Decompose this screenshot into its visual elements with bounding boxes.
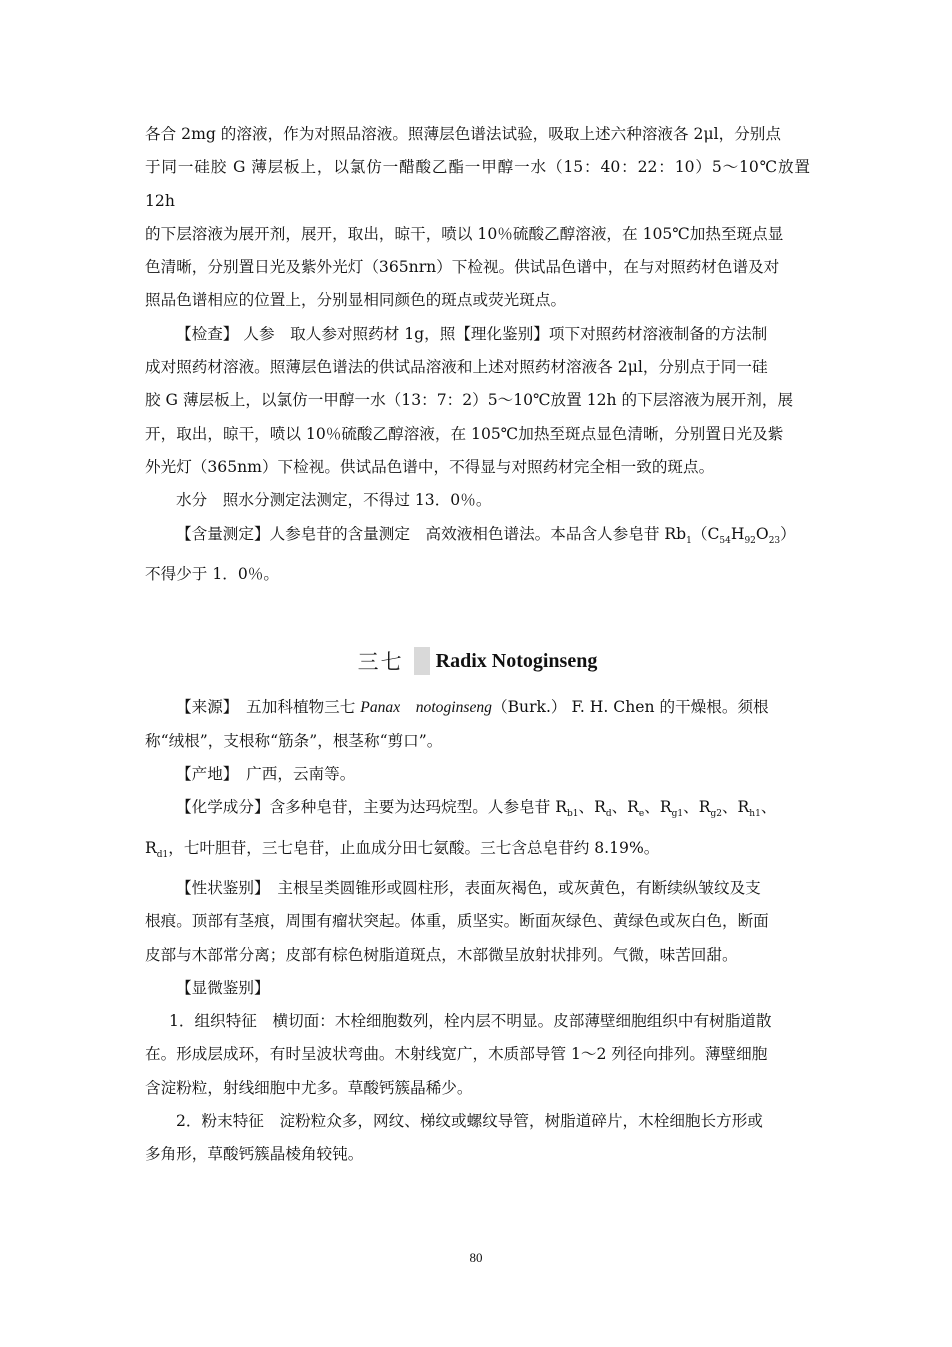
text-line: 根痕。顶部有茎痕，周围有瘤状突起。体重，质坚实。断面灰绿色、黄绿色或灰白色，断面 <box>145 912 769 931</box>
title-chinese: 三七 <box>357 650 404 675</box>
section-heading: 【检查】 <box>176 324 239 343</box>
laiyuan-section <box>145 691 810 724</box>
subscript: e <box>638 809 645 820</box>
document-body <box>145 118 810 1172</box>
text-line: 于同一硅胶 G 薄层板上，以氯仿一醋酸乙酯一甲醇一水（15：40：22：10）5～10℃放置 12h <box>145 158 810 210</box>
subscript: 54 <box>719 535 731 546</box>
text-line: 不得少于 1．0％。 <box>145 564 279 583</box>
text-line: 开，取出，晾干，喷以 10％硫酸乙醇溶液，在 105℃加热至斑点显色清晰，分别置日光及紫 <box>145 424 784 443</box>
subscript: h1 <box>749 809 761 820</box>
text-span: （C <box>691 524 720 543</box>
text-line: 各合 2mg 的溶液，作为对照品溶液。照薄层色谱法试验，吸取上述六种溶液各 2μl，分别点 <box>145 125 781 143</box>
section-heading: 【性状鉴别】 <box>176 878 262 897</box>
text-span: 、R <box>611 798 639 817</box>
text-span: 、R <box>721 798 750 817</box>
text-span: 人参 取人参对照药材 1g，照【理化鉴别】项下对照药材溶液制备的方法制 <box>238 324 768 343</box>
subscript: 92 <box>744 535 756 546</box>
text-span: 人参皂苷的含量测定 高效液相色谱法。本品含人参皂苷 Rb <box>269 524 687 543</box>
section-heading: 【含量测定】 <box>176 524 270 543</box>
text-span: 、R <box>644 798 672 817</box>
text-line: 的下层溶液为展开剂，展开，取出，晾干，喷以 10％硫酸乙醇溶液，在 105℃加热至斑点显 <box>145 224 784 243</box>
text-line: 胶 G 薄层板上，以氯仿一甲醇一水（13：7：2）5～10℃放置 12h 的下层溶液为展开剂，展 <box>145 391 794 410</box>
section-heading: 【化学成分】 <box>176 798 270 817</box>
text-span: （Burk.） F. H. Chen 的干燥根。须根 <box>491 698 769 717</box>
latin-name: Panax notoginseng <box>360 699 492 717</box>
text-line: 外光灯（365nm）下检视。供试品色谱中，不得显与对照药材完全相一致的斑点。 <box>145 457 715 476</box>
subscript: d <box>605 809 612 820</box>
microscopy-item-1: 1．组织特征 横切面：木栓细胞数列，栓内层不明显。皮部薄壁细胞组织中有树脂道散 <box>169 1012 772 1031</box>
text-span: 、R <box>683 798 711 817</box>
text-line: 在。形成层成环，有时呈波状弯曲。木射线宽广，木质部导管 1～2 列径向排列。薄壁细胞 <box>145 1045 768 1064</box>
subscript: 1 <box>686 535 692 546</box>
jiancha-section <box>145 318 810 351</box>
text-span: 五加科植物三七 <box>230 698 361 717</box>
title-separator <box>414 647 430 675</box>
subscript: 23 <box>768 535 781 546</box>
text-line: 称“绒根”，支根称“筋条”，根茎称“剪口”。 <box>145 731 443 750</box>
subscript: g1 <box>671 809 684 820</box>
text-line: 色清晰，分别置日光及紫外光灯（365nrn）下检视。供试品色谱中，在与对照药材色谱及对 <box>145 258 780 277</box>
text-span: O <box>755 524 769 543</box>
text-span: ） <box>780 524 796 543</box>
subscript: b1 <box>566 809 579 820</box>
huaxue-section <box>145 791 810 831</box>
text-span: 、R <box>578 798 606 817</box>
text-line: 成对照药材溶液。照薄层色谱法的供试品溶液和上述对照药材溶液各 2μl，分别点于同一硅 <box>145 358 768 377</box>
text-line: 含淀粉粒，射线细胞中尤多。草酸钙簇晶稀少。 <box>145 1078 473 1097</box>
microscopy-item-2: 2．粉末特征 淀粉粒众多，网纹、梯纹或螺纹导管，树脂道碎片，木栓细胞长方形或 <box>176 1112 763 1131</box>
section-heading: 【产地】 <box>176 764 231 783</box>
hanliang-section <box>145 518 810 558</box>
text-line: 照品色谱相应的位置上，分别显相同颜色的斑点或荧光斑点。 <box>145 291 567 310</box>
text-line: 皮部与木部常分离；皮部有棕色树脂道斑点，木部微呈放射状排列。气微，味苦回甜。 <box>145 945 738 964</box>
section-heading: 【来源】 <box>176 698 231 717</box>
xingzhuang-section <box>145 872 810 905</box>
text-span: H <box>730 524 745 543</box>
title-latin: Radix Notoginseng <box>435 649 598 672</box>
shuifen-line: 水分 照水分测定法测定，不得过 13．0％。 <box>176 491 492 510</box>
page-number: 80 <box>469 1250 483 1265</box>
subscript: g2 <box>710 809 722 820</box>
monograph-title <box>145 631 810 691</box>
text-span: 含多种皂苷，主要为达玛烷型。人参皂苷 R <box>269 798 567 817</box>
text-line <box>145 832 810 872</box>
subscript: d1 <box>156 849 169 860</box>
text-span: 广西，云南等。 <box>230 764 356 783</box>
text-span: 主根呈类圆锥形或圆柱形，表面灰褐色，或灰黄色，有断续纵皱纹及支 <box>261 878 761 897</box>
chandi-section <box>145 758 810 791</box>
text-span: ，七叶胆苷，三七皂苷，止血成分田七氨酸。三七含总皂苷约 8.19%。 <box>168 838 660 857</box>
text-span: 、 <box>760 798 777 817</box>
text-span: R <box>145 838 157 857</box>
text-line: 多角形，草酸钙簇晶棱角较钝。 <box>145 1145 364 1164</box>
xianwei-heading: 【显微鉴别】 <box>176 978 270 997</box>
